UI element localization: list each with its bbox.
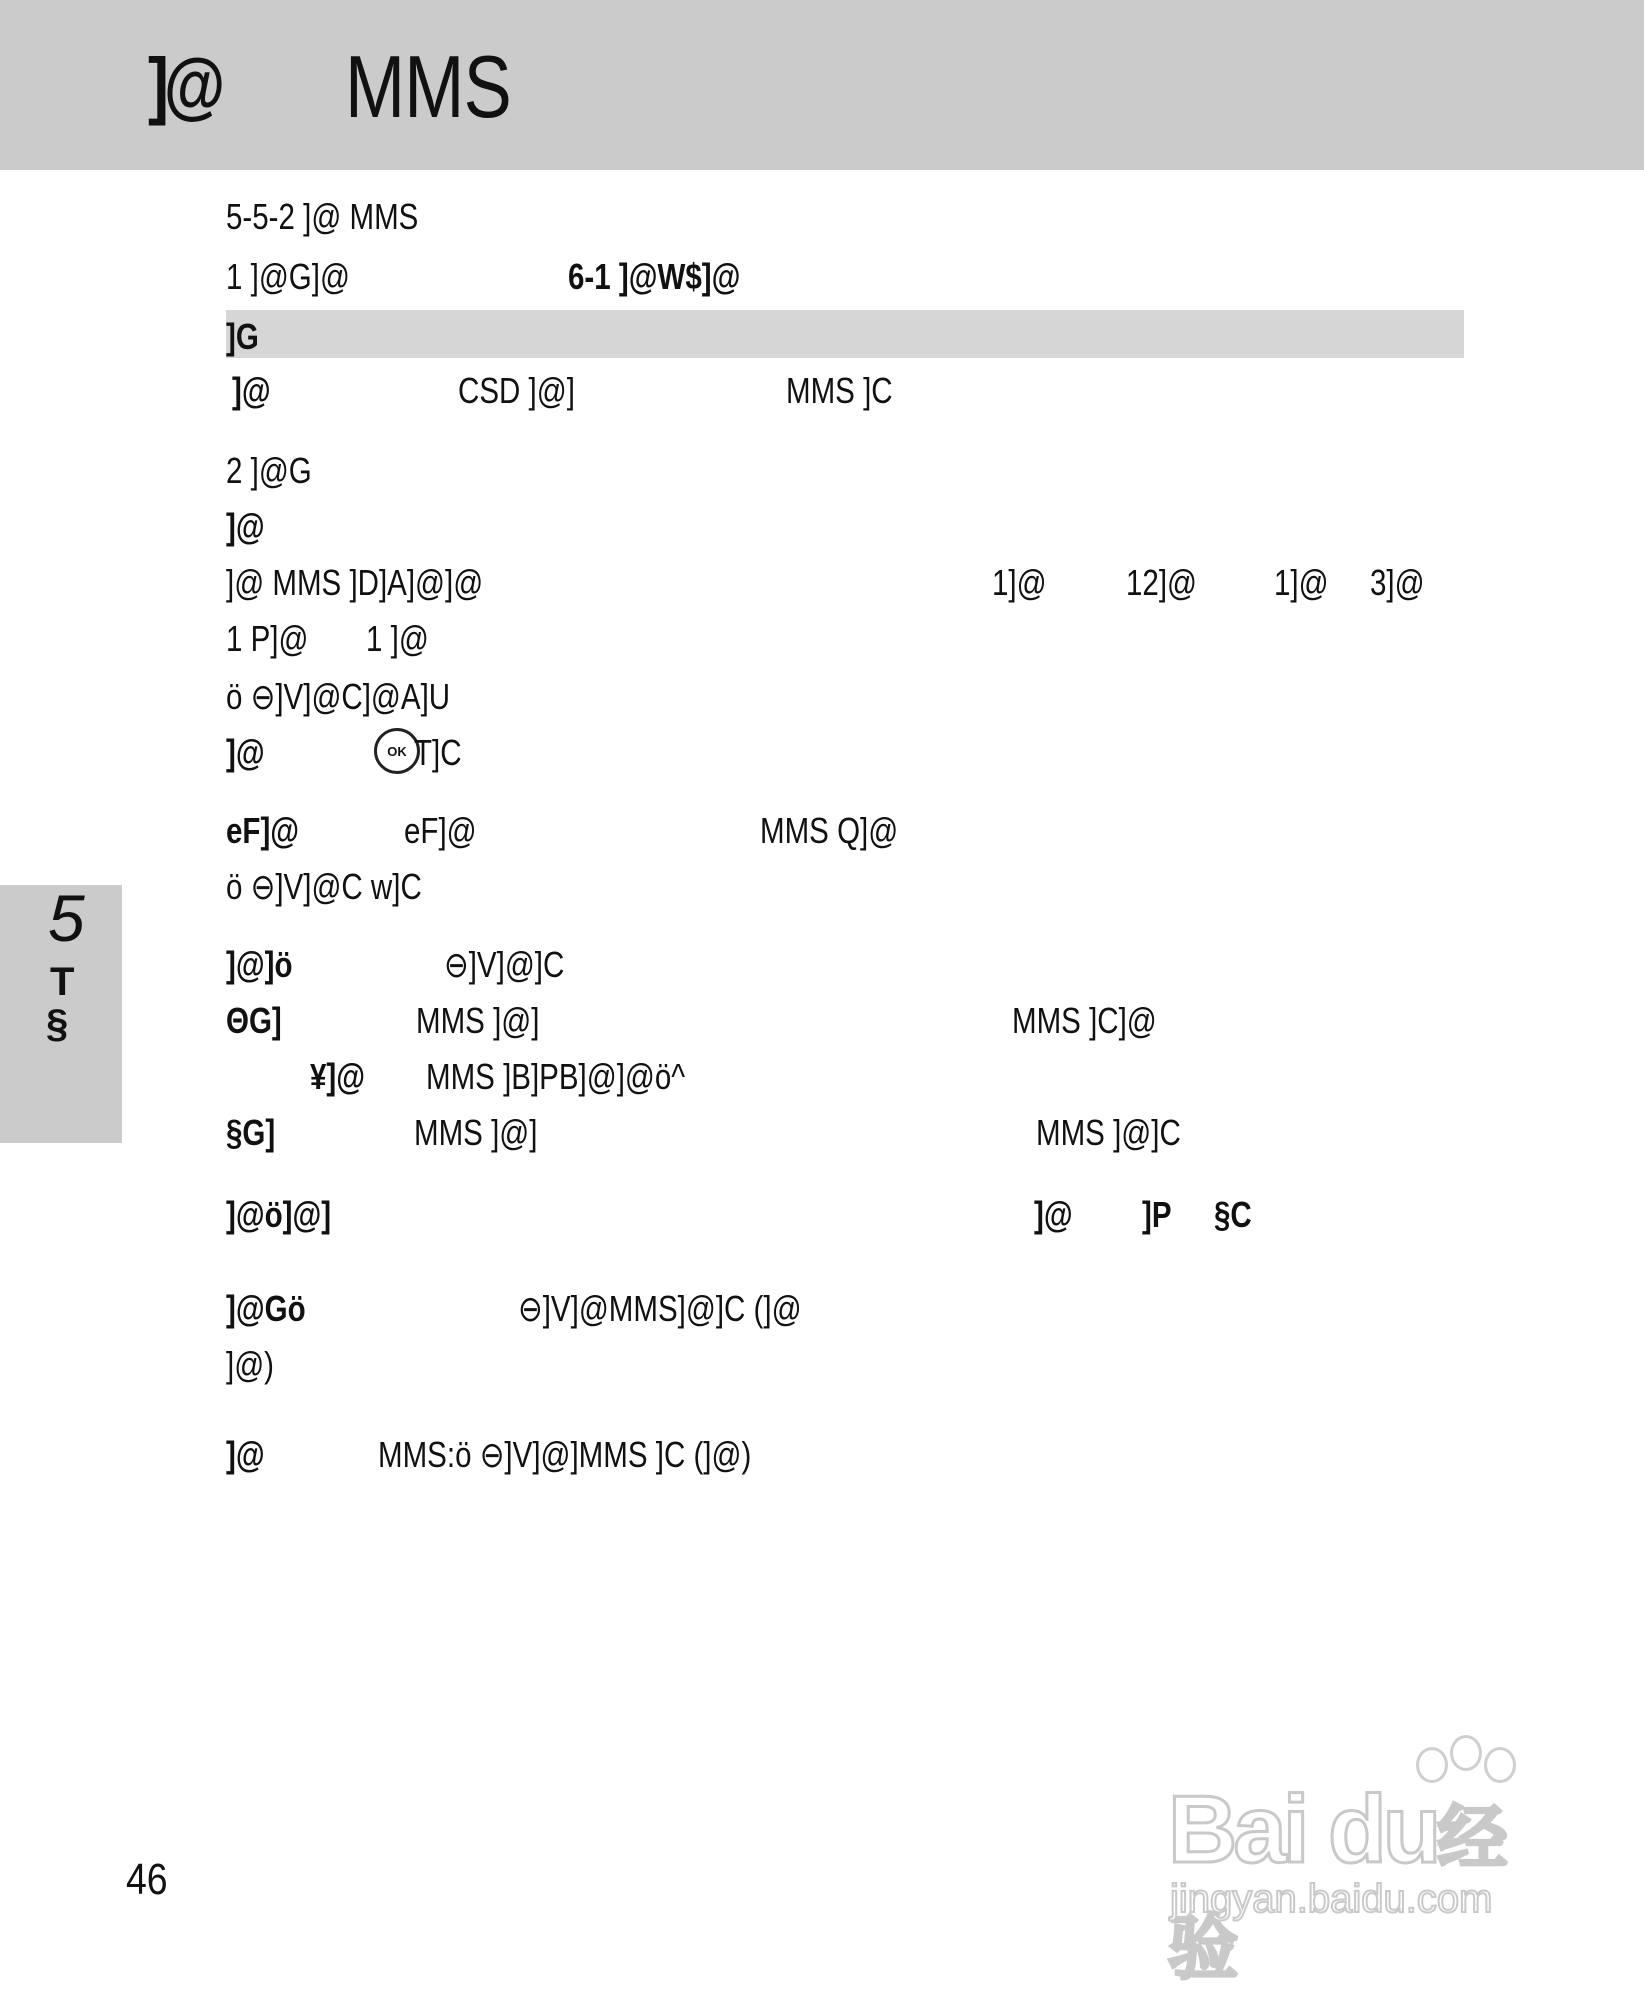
option-line-1: ]@ MMS ]D]A]@]@: [226, 562, 484, 603]
option-line-2b: 1 ]@: [366, 618, 429, 659]
note-text-a: ]@: [232, 370, 271, 411]
instruction-line-2b: T]C: [414, 732, 462, 773]
option-heading-c: MMS Q]@: [760, 810, 899, 851]
option-heading-b: eF]@: [404, 810, 477, 851]
ok-key-icon: OK: [374, 728, 420, 774]
instruction-line-3: ö ⊖]V]@C w]C: [226, 866, 422, 907]
option-row-4a: ]@ö]@]: [226, 1194, 332, 1235]
section-title: 5-5-2 ]@ MMS: [226, 196, 419, 237]
option-heading-e: ⊖]V]@]C: [444, 944, 565, 985]
step-1-ref: 6-1 ]@W$]@: [568, 256, 741, 297]
chapter-glyph-1: T: [50, 960, 75, 1004]
option-row-1b: MMS ]@]: [416, 1000, 540, 1041]
option-row-6b: MMS:ö ⊖]V]@]MMS ]C (]@): [378, 1434, 752, 1475]
instruction-line-2a: ]@: [226, 732, 265, 773]
step-2-label: ]@: [226, 506, 265, 547]
note-text-b: CSD ]@]: [458, 370, 575, 411]
option-row-5b: ⊖]V]@MMS]@]C (]@: [518, 1288, 802, 1329]
note-label: ]G: [226, 316, 259, 357]
step-2-text: 2 ]@G: [226, 450, 312, 491]
header-glyph: ]@: [148, 43, 221, 126]
page-title: MMS: [345, 37, 511, 136]
note-bar: [226, 310, 1464, 358]
option-1-day: 1]@: [1274, 562, 1329, 603]
option-row-2b: MMS ]B]PB]@]@ö^: [426, 1056, 686, 1097]
watermark-brand: Bai du经验: [1168, 1776, 1504, 1987]
option-3-day: 3]@: [1370, 562, 1425, 603]
option-row-5a: ]@Gö: [226, 1288, 306, 1329]
instruction-line-1: ö ⊖]V]@C]@A]U: [226, 676, 451, 717]
watermark-url: jingyan.baidu.com: [1170, 1877, 1493, 1921]
option-heading-d: ]@]ö: [226, 944, 293, 985]
option-row-6a: ]@: [226, 1434, 265, 1475]
paw-print-icon: [1450, 1735, 1482, 1771]
option-1-hour: 1]@: [992, 562, 1047, 603]
option-12-hour: 12]@: [1126, 562, 1198, 603]
header-band: [0, 0, 1644, 170]
option-row-2a: ¥]@: [310, 1056, 366, 1097]
option-row-4d: §C: [1214, 1194, 1252, 1235]
option-row-1a: ΘG]: [226, 1000, 282, 1041]
page-number: 46: [126, 1855, 168, 1904]
option-heading-a: eF]@: [226, 810, 300, 851]
option-row-4b: ]@: [1034, 1194, 1073, 1235]
option-row-3b: MMS ]@]: [414, 1112, 538, 1153]
note-text-c: MMS ]C: [786, 370, 893, 411]
option-row-1c: MMS ]C]@: [1012, 1000, 1157, 1041]
option-row-3a: §G]: [226, 1112, 276, 1153]
baidu-watermark: [1168, 1735, 1568, 1987]
step-1-text: 1 ]@G]@: [226, 256, 350, 297]
option-row-4c: ]P: [1142, 1194, 1172, 1235]
option-row-3c: MMS ]@]C: [1036, 1112, 1181, 1153]
chapter-number: 5: [48, 881, 85, 955]
chapter-glyph-2: §: [46, 1002, 69, 1046]
option-row-5c: ]@): [226, 1344, 275, 1385]
option-line-2a: 1 P]@: [226, 618, 309, 659]
